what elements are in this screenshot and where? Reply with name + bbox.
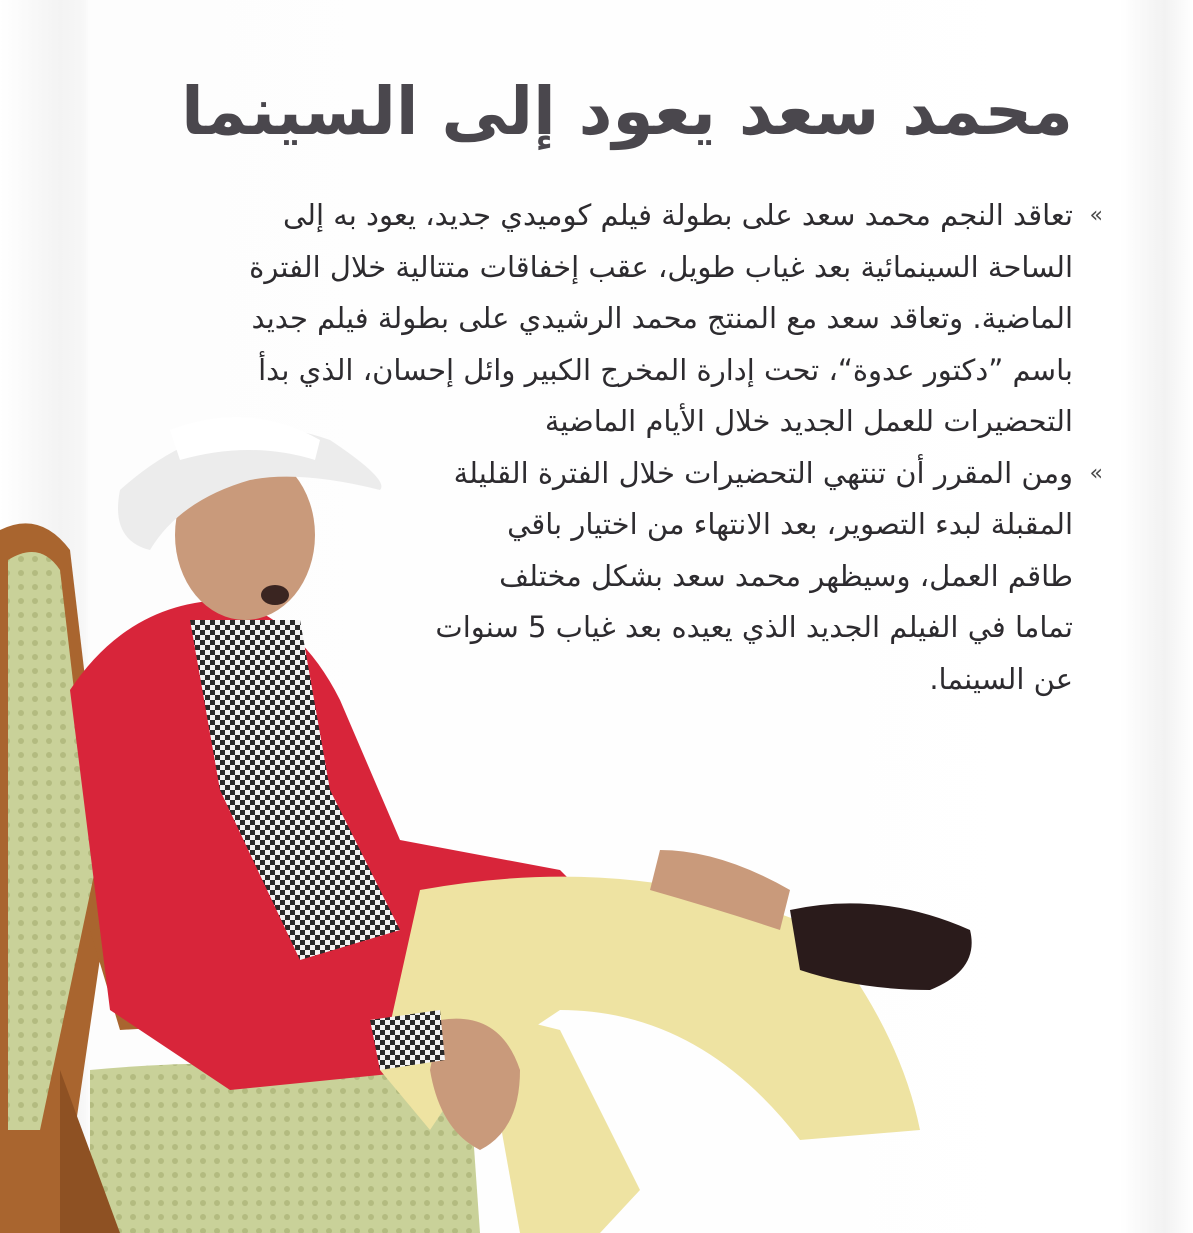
bullet-marker-icon: » — [1089, 203, 1103, 228]
bullet-marker-icon: » — [1089, 460, 1103, 486]
article-headline: محمد سعد يعود إلى السينما — [181, 73, 1073, 150]
paragraph-1-text: تعاقد النجم محمد سعد على بطولة فيلم كوميدي جديد، يعود به إلى الساحة السينمائية بعد غياب طويل، عقب إخفاقات متتالية خلال الفترة الماضية. وتعاقد سعد مع المنتج محمد الرشيدي على بطولة فيلم جديد باسم ”دكتور عدوة“، تحت إدارة المخرج الكبير وائل إحسان، الذي بدأ التحضيرات للعمل الجديد خلال الأيام الماضية — [249, 198, 1073, 438]
actor-photo — [0, 370, 1000, 1233]
paragraph-2-text: ومن المقرر أن تنتهي التحضيرات خلال الفترة القليلة المقبلة لبدء التصوير، بعد الانتهاء من اختيار باقي طاقم العمل، وسيظهر محمد سعد بشكل مختلف تماما في الفيلم الجديد الذي يعيده بعد غياب 5 سنوات عن السينما. — [435, 455, 1073, 696]
